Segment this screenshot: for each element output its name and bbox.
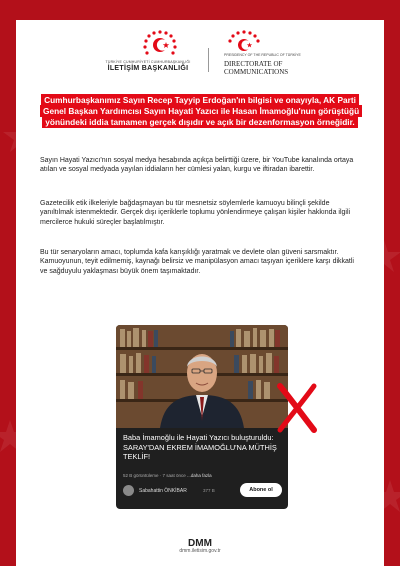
red-x-icon [274, 382, 320, 434]
video-thumbnail [116, 325, 288, 428]
dmm-logo-text: DMM [188, 538, 212, 547]
header-org-small: TÜRKİYE CUMHURİYETİ CUMHURBAŞKANLIĞI [105, 60, 191, 64]
header-org-title: İLETİŞİM BAŞKANLIĞI [107, 65, 189, 72]
header [16, 20, 384, 82]
header-divider [208, 48, 209, 72]
video-title: Baba İmamoğlu ile Hayati Yazıcı buluşturuldu: SARAY'DAN EKREM İMAMOĞLU'NA MÜTHİŞ TEKLİF! [123, 433, 277, 461]
header-org-small-en: PRESIDENCY OF THE REPUBLIC OF TÜRKİYE [224, 53, 301, 57]
paragraph-3: Bu tür senaryoların amacı, toplumda kafa karışıklığı yaratmak ve devlete olan güveni sarsmaktır. Kamuoyunun, teyit edilmemiş, kaynağı belirsiz ve manipülasyon amacı taşıyan içeriklere karşı dikkatli ve sağduyulu yaklaşması büyük önem taşımaktadır. [40, 249, 354, 275]
paragraph-2: Gazetecilik etik ilkeleriyle bağdaşmayan bu tür mesnetsiz söylemlerle kamuoyu bilinçli şekilde yanıltılmak istenmektedir. Gerçek dışı içeriklerle toplumu yönlendirmeye çalışan kişiler hakkında ilgili mercilerce hukuki süreçler başlatılmıştır. [40, 200, 351, 226]
video-meta [123, 473, 212, 478]
header-org-title-en-line-2: COMMUNICATIONS [224, 67, 289, 76]
channel-avatar [123, 485, 134, 496]
video-screenshot [116, 325, 288, 509]
subscriber-count: 377 B [203, 488, 215, 493]
headline [40, 95, 360, 128]
video-views-time: 52 B görüntüleme · 7 saat önce [123, 473, 186, 478]
subscribe-button: Abone ol [240, 483, 282, 497]
statement-card [16, 20, 384, 566]
paragraph-1: Sayın Hayati Yazıcı'nın sosyal medya hesabında açıkça belirttiği üzere, bir YouTube kanalında ortaya atılan ve sosyal medyada yayılan iddiaların her cümlesi yalan, kurgu ve iftiradan ibarettir. [40, 157, 354, 174]
show-more-link: ...daha fazla [187, 473, 212, 478]
footer-url: dmm.iletisim.gov.tr [179, 548, 221, 554]
header-org-title-en-line-1: DIRECTORATE OF [224, 60, 283, 68]
header-org-title-en [224, 61, 324, 76]
channel-name: Sabahattin ÖNKİBAR [139, 488, 187, 494]
dmm-logo [178, 537, 222, 547]
crescent-star-emblem-icon [136, 28, 184, 62]
headline-text: Cumhurbaşkanımız Sayın Recep Tayyip Erdoğan'ın bilgisi ve onayıyla, AK Parti Genel Başkan Yardımcısı Sayın Hayati Yazıcı ile Hasan İmamoğlu'nun görüştüğü yönündeki iddia tamamen gerçek dışıdır ve açık bir dezenformasyon örneğidir. [40, 94, 362, 128]
